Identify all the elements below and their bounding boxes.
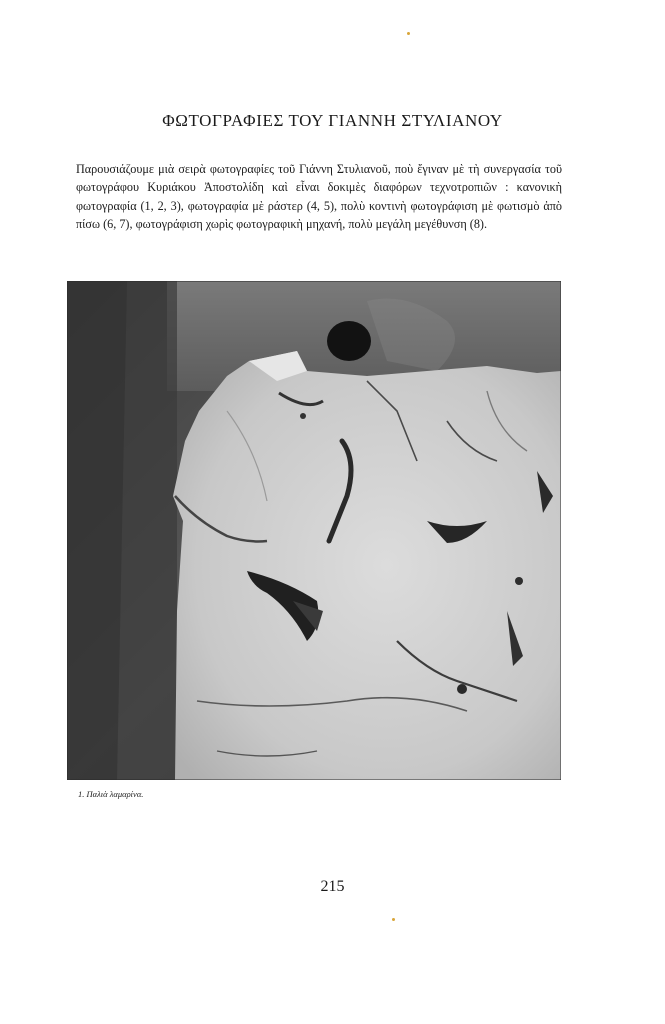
intro-paragraph: Παρουσιάζουμε μιὰ σειρὰ φωτογραφίες τοῦ Γιάννη Στυλιανοῦ, ποὺ ἔγιναν μὲ τὴ συνεργασία τοῦ φωτογράφου Κυριάκου Ἀποστολίδη καὶ εἶναι δοκιμὲς διαφόρων τεχνοτροπιῶν : κανονικὴ φωτογραφία (1, 2, 3), φωτογραφία μὲ ράστερ (4, 5), πολὺ κοντινὴ φωτογράφιση μὲ φωτισμὸ ἀπὸ πίσω (6, 7), φωτογράφιση χωρὶς φωτογραφικὴ μηχανή, πολὺ μεγάλη μεγέθυνση (8). — [76, 162, 562, 232]
paper-speck — [407, 32, 410, 35]
page-title: ΦΩΤΟΓΡΑΦΙΕΣ ΤΟΥ ΓΙΑΝΝΗ ΣΤΥΛΙΑΝΟΥ — [162, 111, 503, 130]
page-number: 215 — [320, 878, 345, 895]
figure-caption: 1. Παλιὰ λαμαρίνα. — [78, 789, 144, 799]
paper-speck — [392, 918, 395, 921]
photograph-old-metal-sheet — [67, 281, 561, 780]
